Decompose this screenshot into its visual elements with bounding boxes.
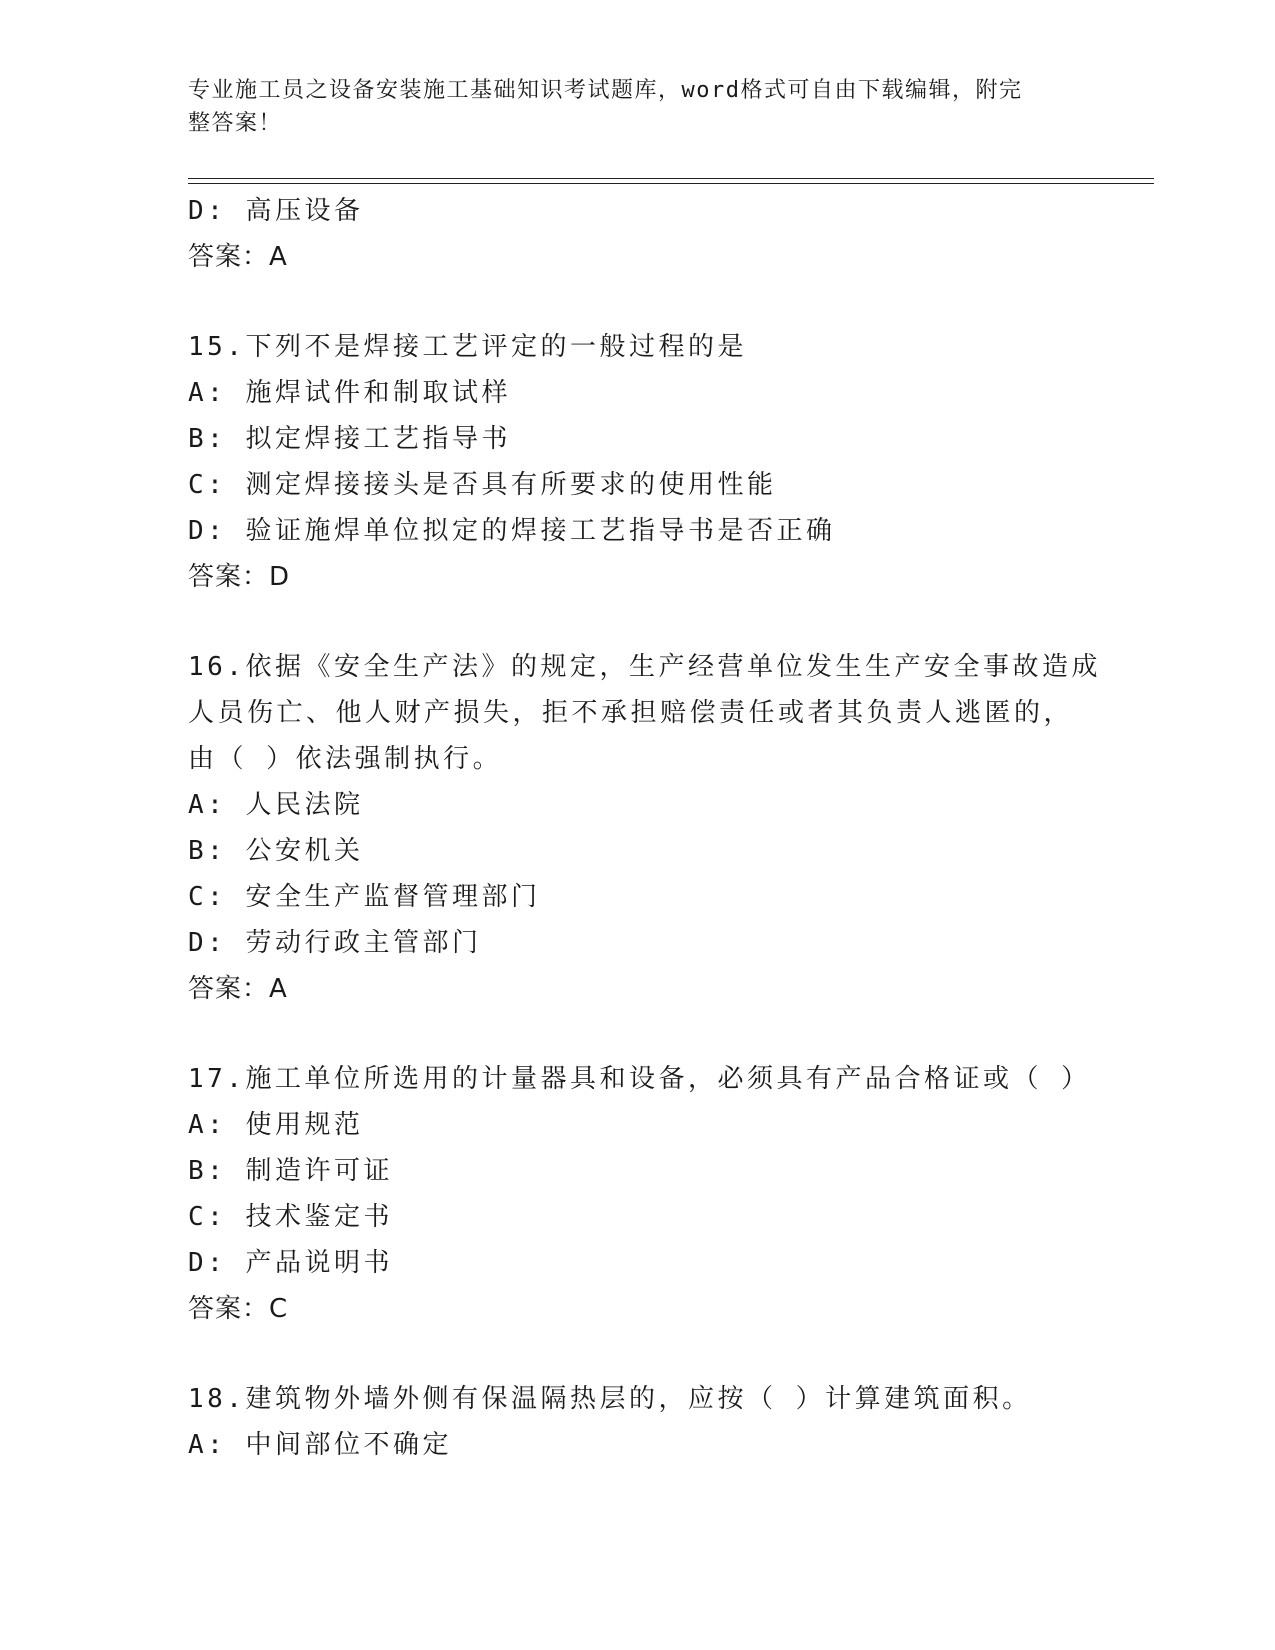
question-stem xyxy=(188,1376,1088,1422)
question-15 xyxy=(188,324,1088,600)
option-c: C: 技术鉴定书 xyxy=(188,1202,393,1232)
question-17 xyxy=(188,1056,1091,1332)
option-c: C: 安全生产监督管理部门 xyxy=(188,882,541,912)
question-18 xyxy=(188,1376,1088,1468)
header-divider-top xyxy=(188,178,1154,179)
question-stem xyxy=(188,1056,1091,1102)
header-line-2: 整答案！ xyxy=(188,111,283,136)
question-16 xyxy=(188,644,1101,1012)
answer: 答案：A xyxy=(188,974,288,1004)
header-line-1: 专业施工员之设备安装施工基础知识考试题库，word格式可自由下载编辑，附完 xyxy=(188,78,1023,103)
question-stem xyxy=(188,324,1088,370)
stem-line: 18.建筑物外墙外侧有保温隔热层的，应按（ ）计算建筑面积。 xyxy=(188,1384,1032,1414)
option-a: A: 中间部位不确定 xyxy=(188,1430,452,1460)
previous-question-tail xyxy=(188,188,1088,280)
option-b: B: 拟定焊接工艺指导书 xyxy=(188,424,511,454)
stem-line: 16.依据《安全生产法》的规定，生产经营单位发生生产安全事故造成 xyxy=(188,652,1101,682)
option-b: B: 公安机关 xyxy=(188,836,364,866)
option-d: D: 高压设备 xyxy=(188,196,364,226)
option-d: D: 劳动行政主管部门 xyxy=(188,928,482,958)
option-d: D: 验证施焊单位拟定的焊接工艺指导书是否正确 xyxy=(188,516,836,546)
header-divider-bottom xyxy=(188,183,1154,184)
question-list xyxy=(188,188,1101,1468)
answer: 答案：A xyxy=(188,242,288,272)
stem-line: 17.施工单位所选用的计量器具和设备，必须具有产品合格证或（ ） xyxy=(188,1064,1091,1094)
document-header xyxy=(188,74,1068,140)
option-a: A: 使用规范 xyxy=(188,1110,364,1140)
stem-line: 15.下列不是焊接工艺评定的一般过程的是 xyxy=(188,332,747,362)
stem-line: 人员伤亡、他人财产损失，拒不承担赔偿责任或者其负责人逃匿的， xyxy=(188,698,1074,728)
answer: 答案：C xyxy=(188,1294,289,1324)
option-a: A: 施焊试件和制取试样 xyxy=(188,378,511,408)
question-stem xyxy=(188,644,1101,782)
answer: 答案：D xyxy=(188,562,291,592)
stem-line: 由（ ）依法强制执行。 xyxy=(188,744,503,774)
option-b: B: 制造许可证 xyxy=(188,1156,393,1186)
option-a: A: 人民法院 xyxy=(188,790,364,820)
option-c: C: 测定焊接接头是否具有所要求的使用性能 xyxy=(188,470,777,500)
option-d: D: 产品说明书 xyxy=(188,1248,393,1278)
